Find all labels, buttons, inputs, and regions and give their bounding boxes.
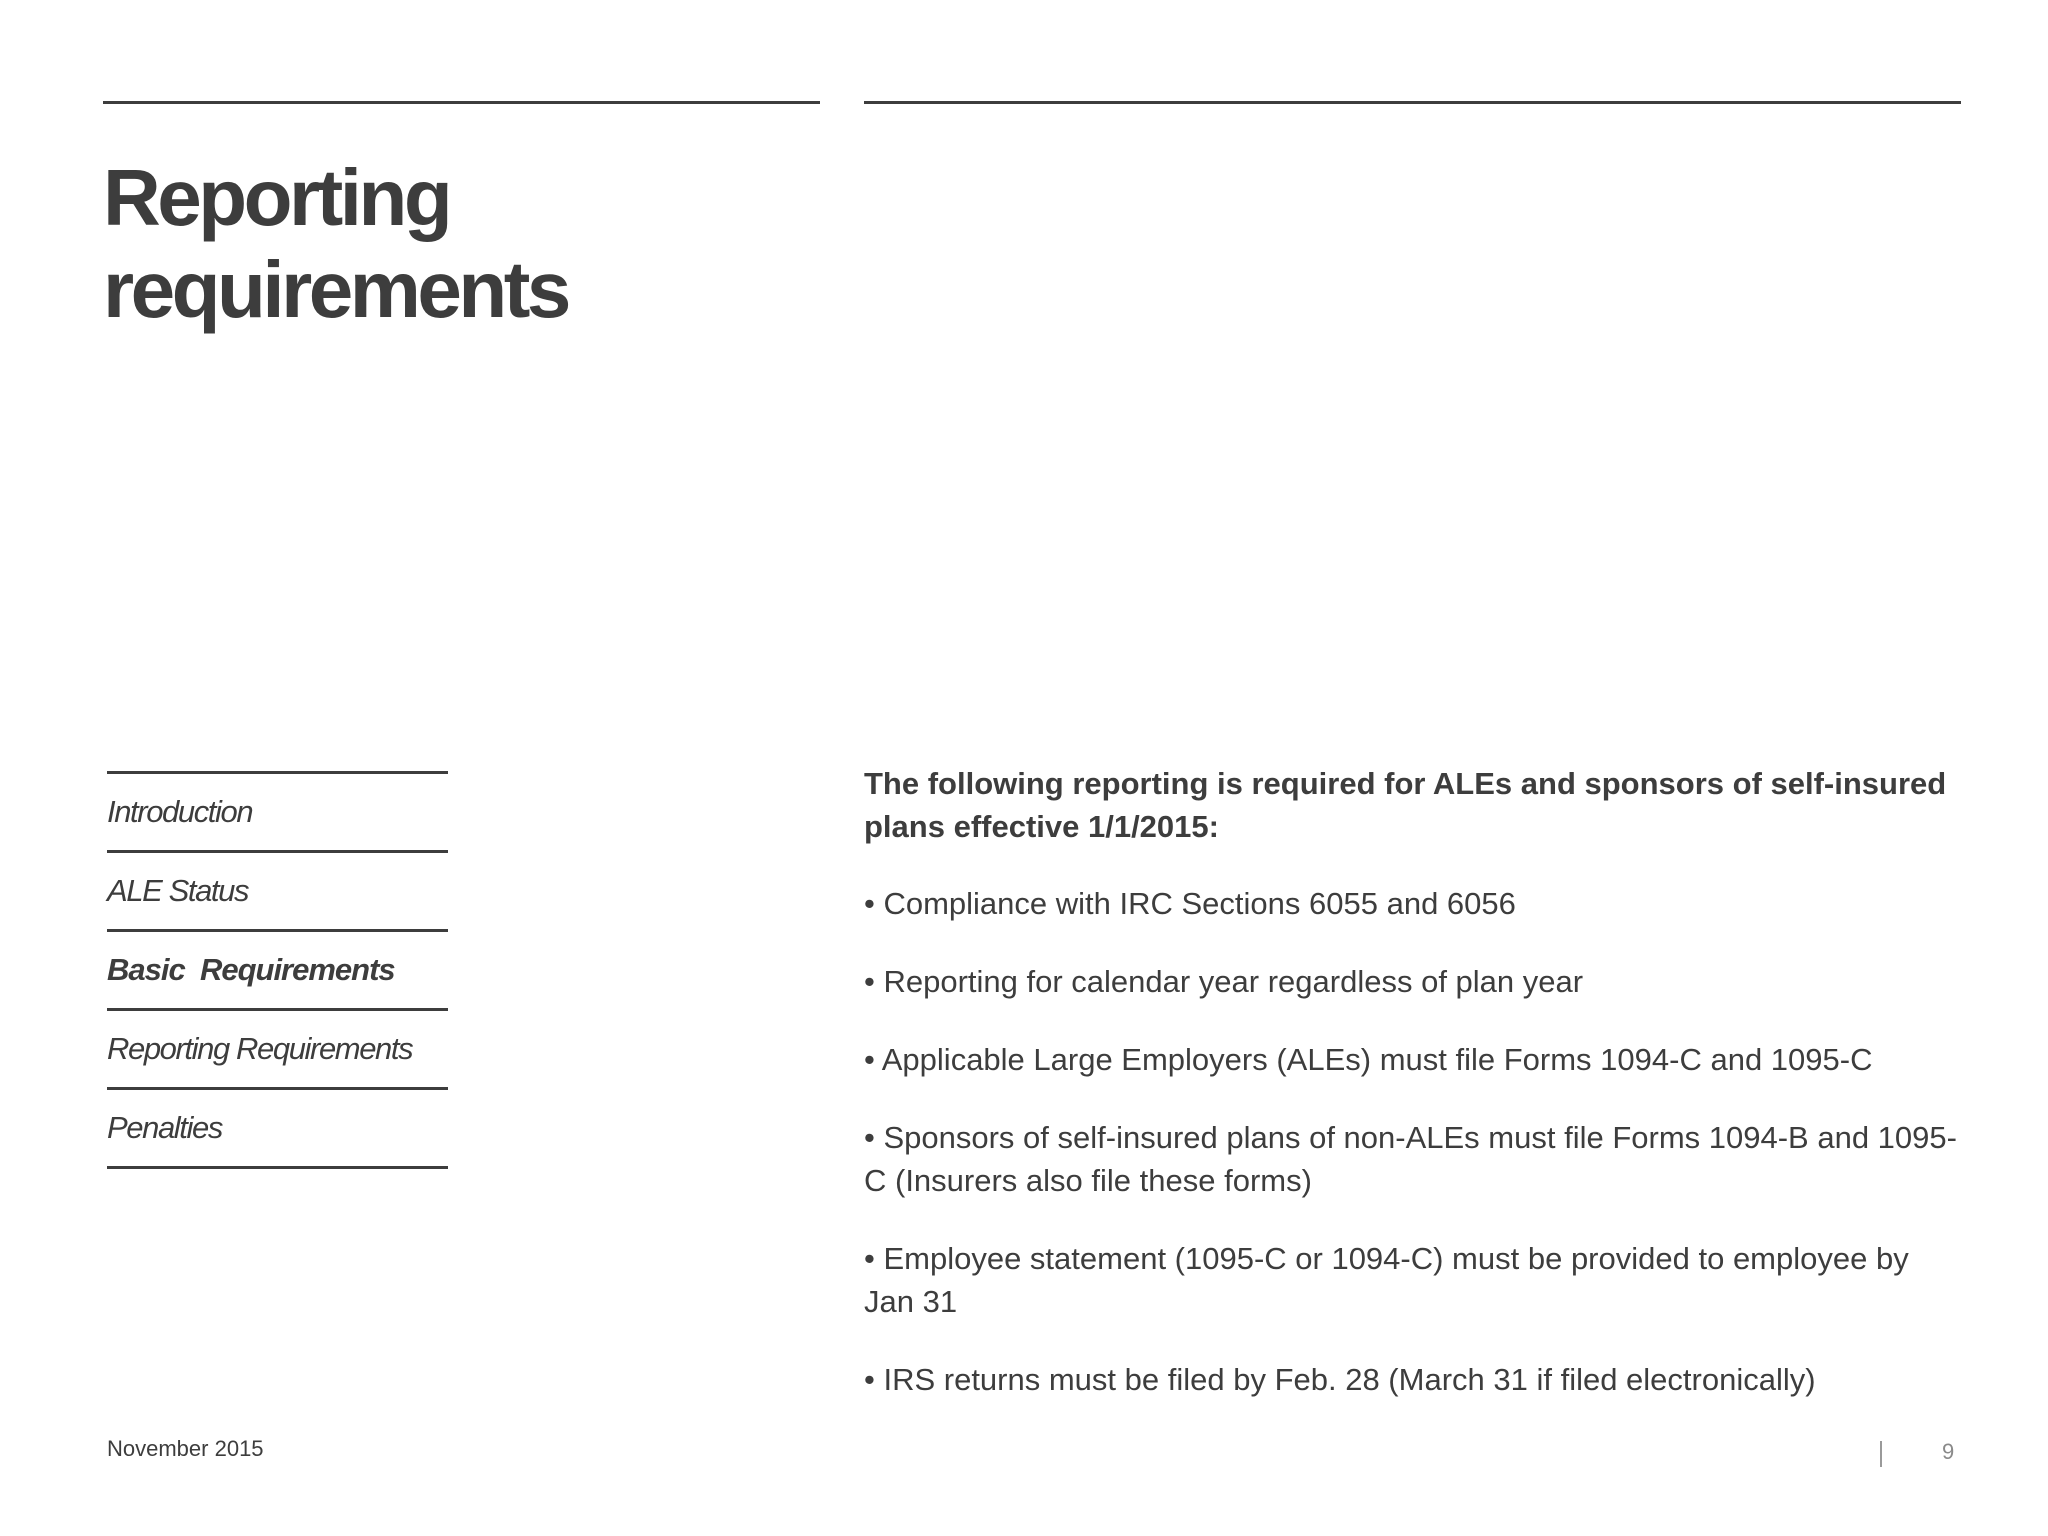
- nav-item-reporting-requirements[interactable]: Reporting Requirements: [107, 1011, 448, 1090]
- top-rule-right: [864, 101, 1961, 104]
- bullet-item: • IRS returns must be filed by Feb. 28 (March 31 if filed electronically): [864, 1362, 1816, 1397]
- content-body: [864, 762, 1964, 1436]
- bullet-item: • Applicable Large Employers (ALEs) must file Forms 1094-C and 1095-C: [864, 1042, 1873, 1077]
- bullet-item: • Compliance with IRC Sections 6055 and 6056: [864, 886, 1516, 921]
- slide-title: [103, 152, 568, 336]
- bullet-list: [864, 882, 1964, 1401]
- intro-text: The following reporting is required for ALEs and sponsors of self-insured plans effective 1/1/2015:: [864, 766, 1947, 844]
- section-nav: [107, 771, 448, 1169]
- footer-date: November 2015: [107, 1436, 264, 1461]
- bullet-item: • Reporting for calendar year regardless of plan year: [864, 964, 1584, 999]
- nav-item-ale-status[interactable]: ALE Status: [107, 853, 448, 932]
- slide-title-line-1: Reporting: [103, 153, 450, 242]
- bullet-item: • Employee statement (1095-C or 1094-C) must be provided to employee by Jan 31: [864, 1241, 1909, 1319]
- page-number: 9: [1942, 1439, 1955, 1464]
- top-rule-left: [103, 101, 820, 104]
- slide-title-line-2: requirements: [103, 245, 568, 334]
- nav-item-basic-requirements[interactable]: Basic Requirements: [107, 932, 448, 1011]
- bullet-item: • Sponsors of self-insured plans of non-ALEs must file Forms 1094-B and 1095-C (Insurers also file these forms): [864, 1120, 1957, 1198]
- nav-item-penalties[interactable]: Penalties: [107, 1090, 448, 1169]
- page-number-separator: [1880, 1441, 1882, 1467]
- nav-item-introduction[interactable]: Introduction: [107, 774, 448, 853]
